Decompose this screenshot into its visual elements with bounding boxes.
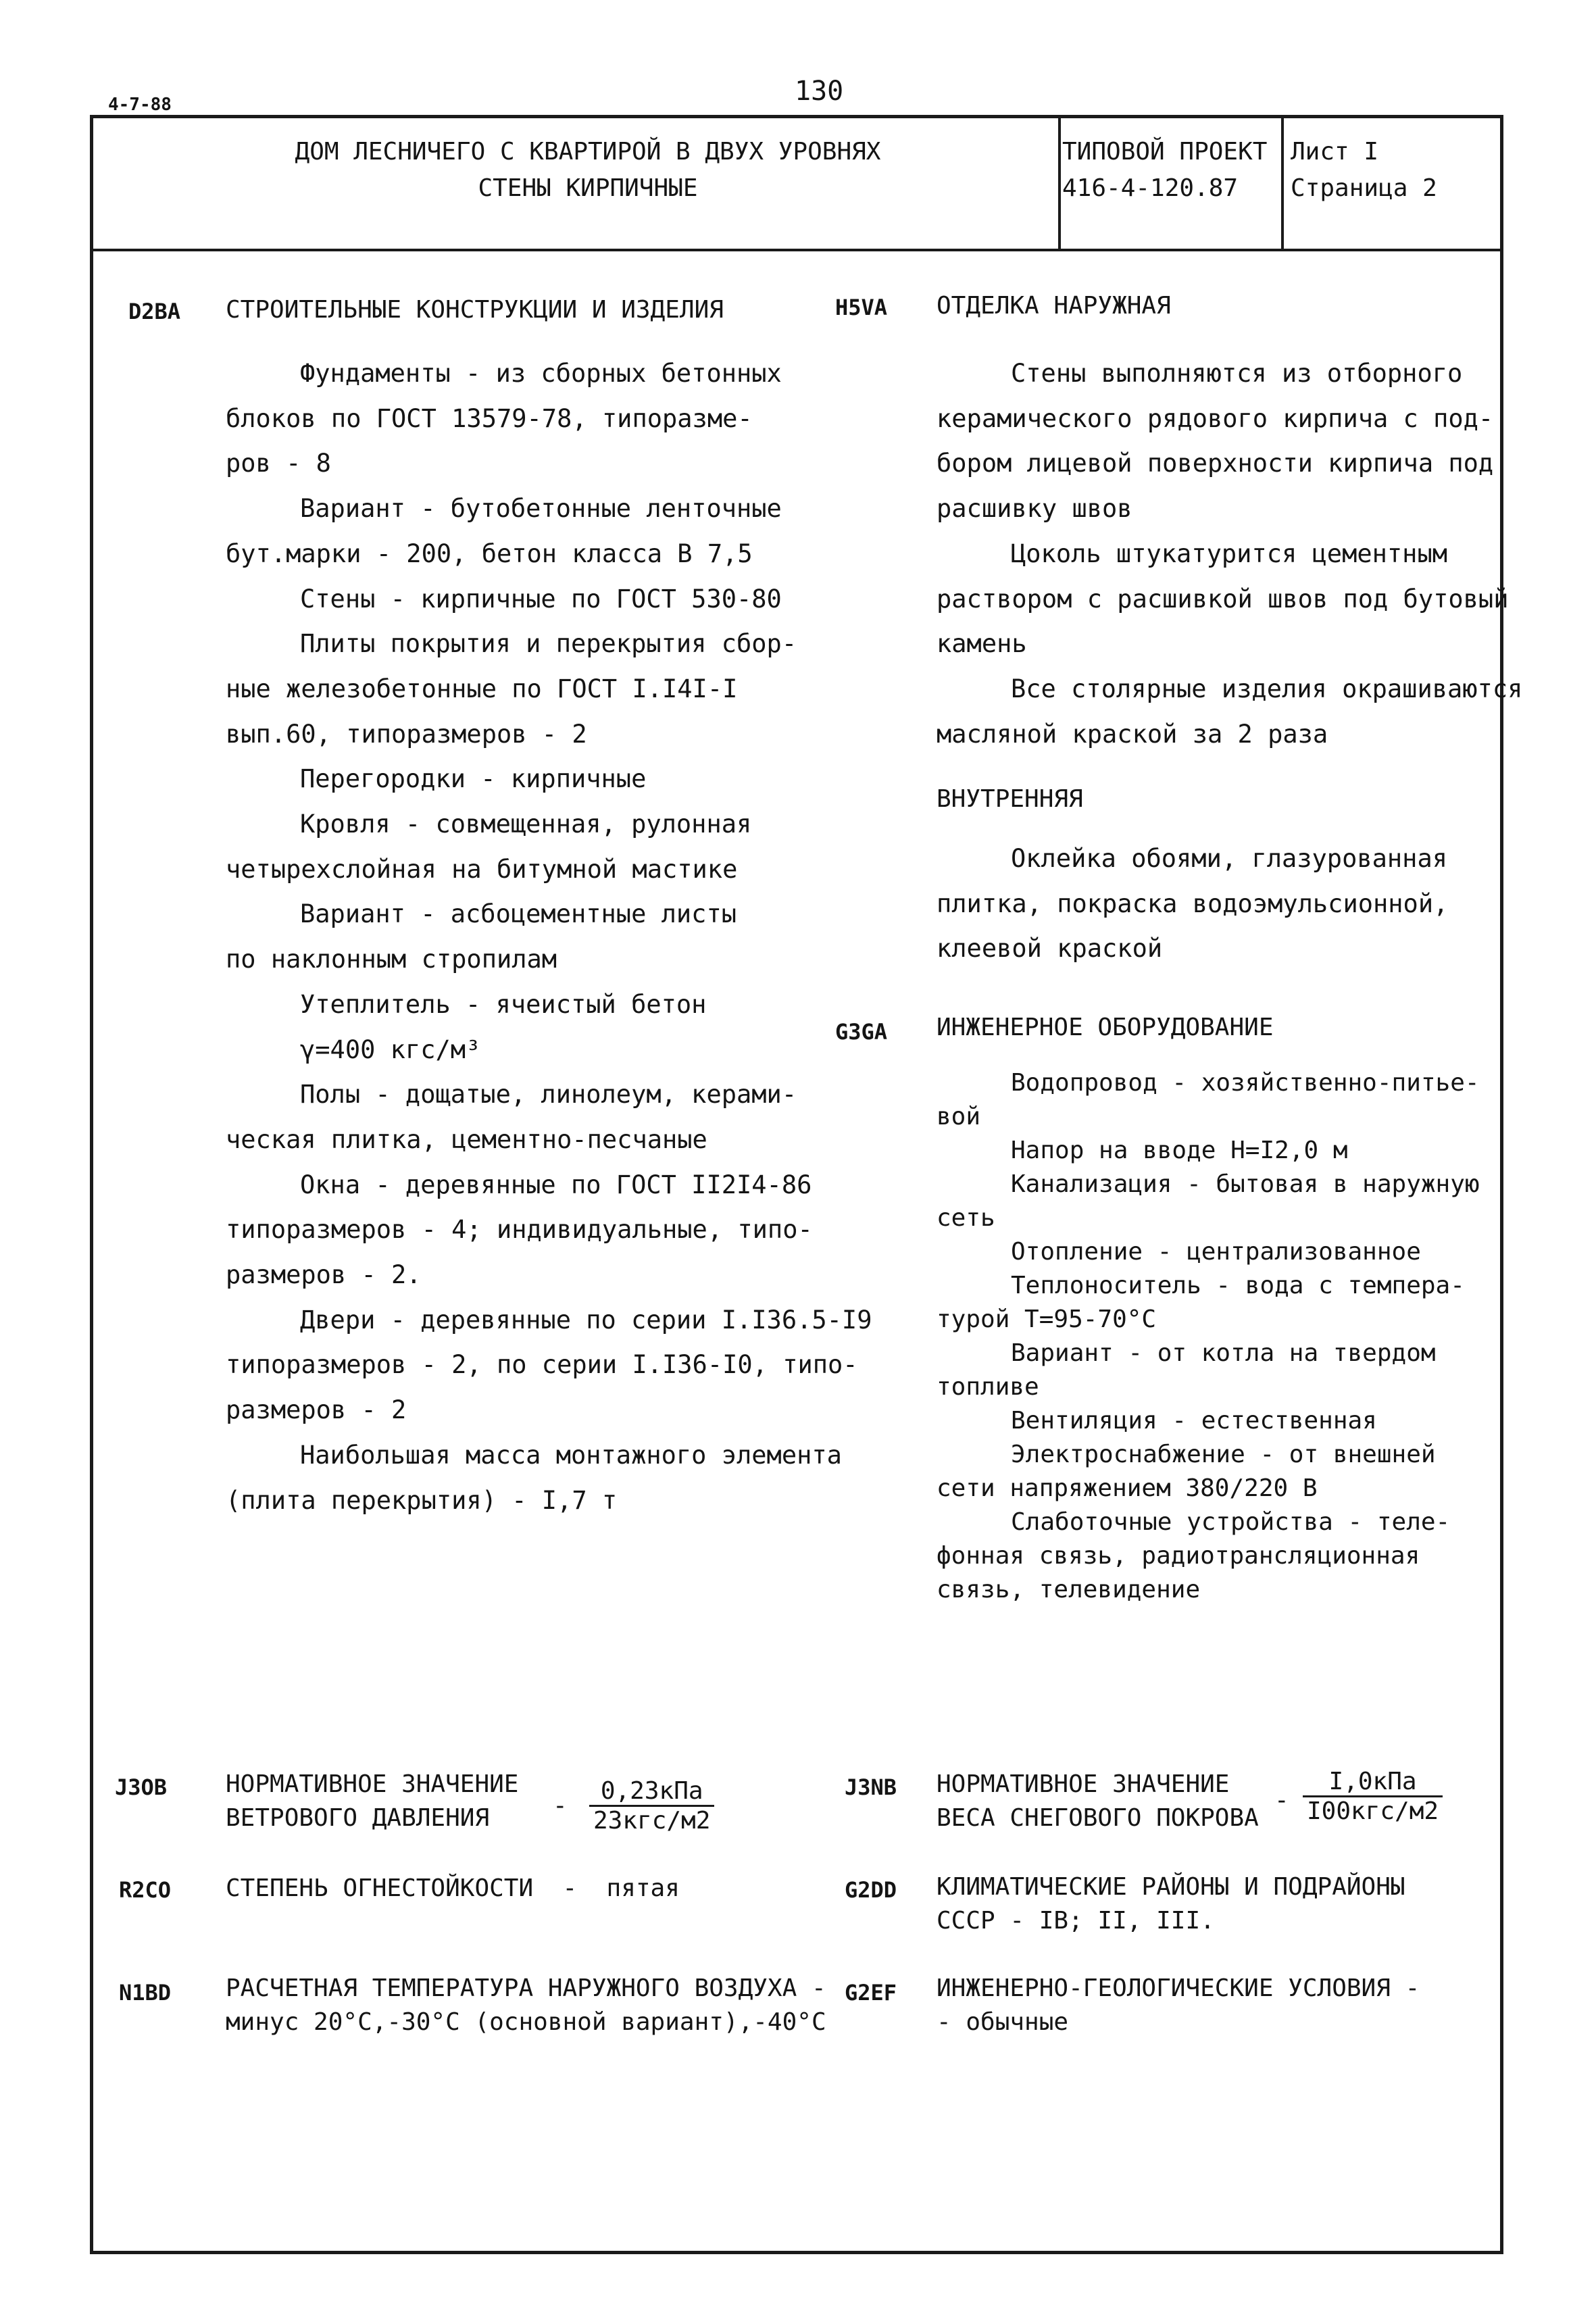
text-line: четырехслойная на битумной мастике	[226, 854, 738, 884]
text-line: Цоколь штукатурится цементным	[1011, 539, 1448, 568]
text-line: Напор на вводе Н=I2,0 м	[1011, 1137, 1348, 1164]
text-line: бут.марки - 200, бетон класса В 7,5	[226, 539, 753, 568]
section-heading-interior: ВНУТРЕННЯЯ	[937, 785, 1083, 813]
text-line: размеров - 2.	[226, 1260, 422, 1290]
wind-value-kgs: 23кгс/м2	[593, 1807, 711, 1835]
code-climate: G2DD	[845, 1877, 897, 1903]
text-line: Вариант - от котла на твердом	[1011, 1339, 1436, 1367]
text-line: Теплоноситель - вода с темпера-	[1011, 1272, 1465, 1299]
text-line: Утеплитель - ячеистый бетон	[300, 989, 707, 1019]
wind-dash: -	[553, 1792, 568, 1820]
text-line: Окна - деревянные по ГОСТ II2I4-86	[300, 1170, 812, 1199]
snow-label-line-2: ВЕСА СНЕГОВОГО ПОКРОВА	[937, 1804, 1259, 1832]
header-divider-project	[1058, 115, 1061, 250]
text-line: Двери - деревянные по серии I.I36.5-I9	[300, 1305, 872, 1335]
snow-label	[937, 1768, 1259, 1835]
finishing-text	[937, 351, 1522, 757]
snow-value-kgs: I00кгс/м2	[1307, 1797, 1439, 1825]
section-heading-engineering: ИНЖЕНЕРНОЕ ОБОРУДОВАНИЕ	[937, 1014, 1274, 1041]
snow-label-line-1: НОРМАТИВНОЕ ЗНАЧЕНИЕ	[937, 1770, 1230, 1798]
title-line-1: ДОМ ЛЕСНИЧЕГО С КВАРТИРОЙ В ДВУХ УРОВНЯХ	[295, 138, 881, 166]
header-divider	[90, 249, 1503, 251]
text-line: топливе	[937, 1373, 1039, 1401]
code-fire: R2CO	[119, 1877, 172, 1903]
text-line: расшивку швов	[937, 494, 1132, 524]
text-line: сети напряжением 380/220 В	[937, 1474, 1318, 1502]
code-wind: J3OB	[115, 1774, 168, 1800]
text-line: блоков по ГОСТ 13579-78, типоразме-	[226, 403, 753, 433]
text-line: ров - 8	[226, 449, 331, 478]
text-line: типоразмеров - 2, по серии I.I36-I0, типо-	[226, 1350, 858, 1380]
title-line-2: СТЕНЫ КИРПИЧНЫЕ	[478, 174, 698, 202]
text-line: связь, телевидение	[937, 1576, 1201, 1603]
code-geology: G2EF	[845, 1980, 897, 2006]
section-code-finishing: H5VA	[835, 295, 888, 320]
text-line: по наклонным стропилам	[226, 945, 557, 974]
design-temperature	[226, 1972, 826, 2039]
text-line: Вариант - асбоцементные листы	[300, 899, 737, 929]
text-line: вып.60, типоразмеров - 2	[226, 719, 587, 749]
wind-value-kpa: 0,23кПа	[589, 1777, 714, 1807]
text-line: плитка, покраска водоэмульсионной,	[937, 889, 1449, 918]
text-line: Канализация - бытовая в наружную	[1011, 1170, 1480, 1198]
text-line: Плиты покрытия и перекрытия сбор-	[300, 629, 797, 659]
text-line: камень	[937, 629, 1027, 659]
text-line: бором лицевой поверхности кирпича под	[937, 449, 1494, 478]
text-line: Электроснабжение - от внешней	[1011, 1441, 1436, 1468]
text-line: Полы - дощатые, линолеум, керами-	[300, 1080, 797, 1110]
temperature-line-2: минус 20°С,-30°С (основной вариант),-40°С	[226, 2008, 826, 2036]
text-line: Водопровод - хозяйственно-питье-	[1011, 1069, 1480, 1097]
doc-code: 4-7-88	[108, 95, 172, 115]
snow-value	[1303, 1768, 1443, 1825]
header-divider-sheet	[1281, 115, 1284, 250]
text-line: клеевой краской	[937, 934, 1163, 964]
text-line: фонная связь, радиотрансляционная	[937, 1542, 1420, 1570]
section-code-engineering: G3GA	[835, 1019, 888, 1045]
text-line: Фундаменты - из сборных бетонных	[300, 359, 782, 388]
interior-text	[937, 837, 1448, 972]
climate-line-2: СССР - IВ; II, III.	[937, 1907, 1215, 1935]
wind-label	[226, 1768, 518, 1835]
engineering-text	[937, 1066, 1480, 1607]
sheet-label: Лист I	[1291, 138, 1379, 166]
code-temperature: N1BD	[119, 1980, 172, 2006]
text-line: раствором с расшивкой швов под бутовый	[937, 584, 1509, 614]
text-line: Все столярные изделия окрашиваются	[1011, 674, 1523, 703]
section-heading-finishing: ОТДЕЛКА НАРУЖНАЯ	[937, 292, 1171, 320]
project-label: ТИПОВОЙ ПРОЕКТ	[1062, 138, 1268, 166]
section-heading-construction: СТРОИТЕЛЬНЫЕ КОНСТРУКЦИИ И ИЗДЕЛИЯ	[226, 296, 724, 324]
geology-line-2: - обычные	[937, 2008, 1069, 2036]
text-line: Отопление - централизованное	[1011, 1238, 1421, 1266]
document-title	[135, 134, 1041, 207]
snow-value-kpa: I,0кПа	[1303, 1768, 1443, 1797]
text-line: (плита перекрытия) - I,7 т	[226, 1485, 618, 1515]
wind-label-line-2: ВЕТРОВОГО ДАВЛЕНИЯ	[226, 1804, 490, 1832]
text-line: Наибольшая масса монтажного элемента	[300, 1440, 842, 1470]
text-line: вой	[937, 1103, 981, 1130]
page-number: 130	[795, 76, 844, 107]
text-line: Слаботочные устройства - теле-	[1011, 1508, 1451, 1536]
wind-label-line-1: НОРМАТИВНОЕ ЗНАЧЕНИЕ	[226, 1770, 519, 1798]
temperature-line-1: РАСЧЕТНАЯ ТЕМПЕРАТУРА НАРУЖНОГО ВОЗДУХА -	[226, 1974, 826, 2002]
text-line: Стены - кирпичные по ГОСТ 530-80	[300, 584, 782, 614]
page-label: Страница 2	[1291, 174, 1437, 202]
text-line: масляной краской за 2 раза	[937, 719, 1328, 749]
geology-conditions	[937, 1972, 1420, 2039]
text-line: ные железобетонные по ГОСТ I.I4I-I	[226, 674, 738, 703]
construction-text	[226, 351, 872, 1523]
code-snow: J3NB	[845, 1774, 897, 1800]
text-line: Стены выполняются из отборного	[1011, 359, 1463, 388]
text-line: Вариант - бутобетонные ленточные	[300, 494, 782, 524]
text-line: Оклейка обоями, глазурованная	[1011, 844, 1448, 873]
text-line: керамического рядового кирпича с под-	[937, 403, 1494, 433]
text-line: γ=400 кгс/м³	[300, 1035, 481, 1064]
climate-line-1: КЛИМАТИЧЕСКИЕ РАЙОНЫ И ПОДРАЙОНЫ	[937, 1873, 1405, 1901]
text-line: Вентиляция - естественная	[1011, 1407, 1377, 1435]
text-line: ческая плитка, цементно-песчаные	[226, 1124, 707, 1154]
project-block	[1062, 134, 1267, 207]
project-number: 416-4-120.87	[1062, 174, 1239, 202]
snow-dash: -	[1274, 1787, 1289, 1814]
section-code-construction: D2BA	[128, 299, 181, 324]
wind-value	[589, 1777, 714, 1835]
fire-resistance: СТЕПЕНЬ ОГНЕСТОЙКОСТИ - пятая	[226, 1874, 680, 1902]
text-line: типоразмеров - 4; индивидуальные, типо-	[226, 1215, 813, 1245]
text-line: Кровля - совмещенная, рулонная	[300, 810, 752, 839]
text-line: сеть	[937, 1204, 995, 1232]
geology-line-1: ИНЖЕНЕРНО-ГЕОЛОГИЧЕСКИЕ УСЛОВИЯ -	[937, 1974, 1420, 2002]
sheet-block	[1291, 134, 1437, 207]
text-line: размеров - 2	[226, 1395, 407, 1425]
text-line: турой Т=95-70°С	[937, 1305, 1157, 1333]
text-line: Перегородки - кирпичные	[300, 764, 647, 794]
climate-regions	[937, 1870, 1405, 1938]
